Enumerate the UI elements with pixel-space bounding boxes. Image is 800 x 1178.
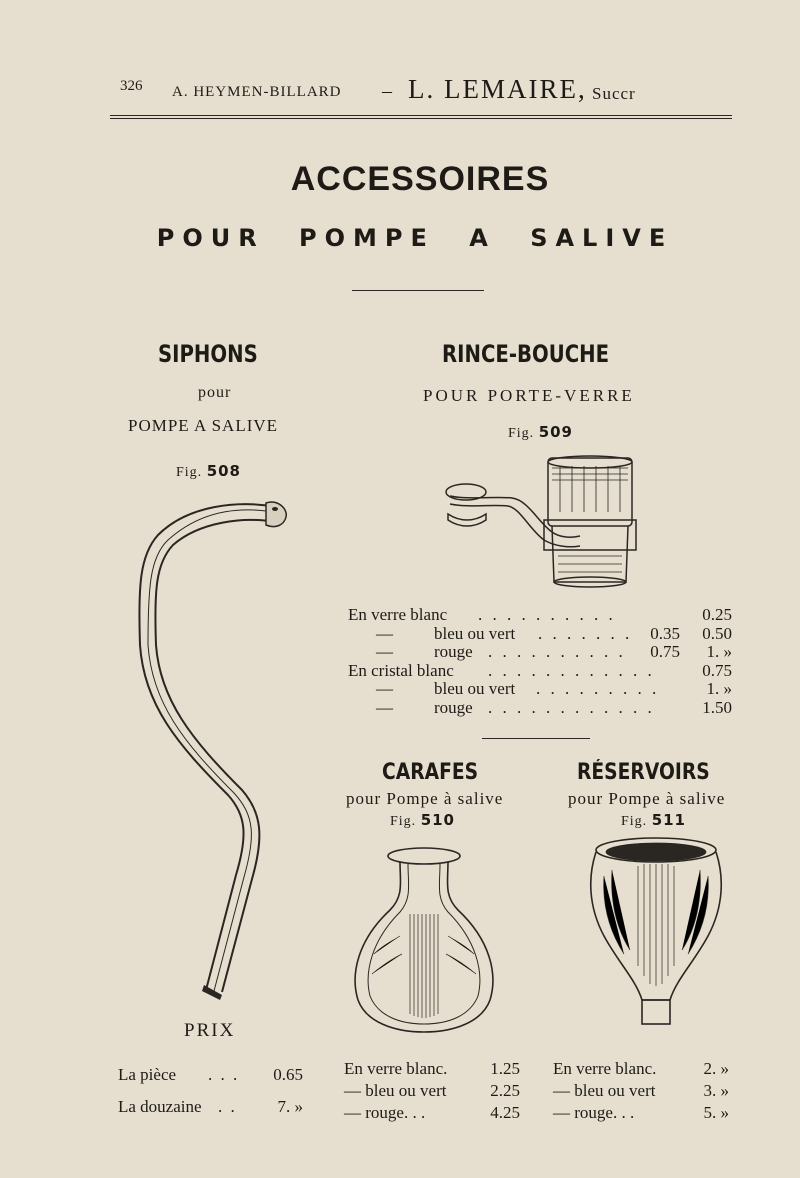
carafes-fig-caption: [390, 811, 455, 830]
title-divider: [352, 290, 484, 291]
price-dots: . . . . . . .: [538, 623, 633, 643]
price-dots: . . . . . . . . .: [536, 679, 660, 698]
carafes-subtitle: pour Pompe à salive: [346, 789, 504, 808]
rince-subtitle: POUR PORTE-VERRE: [423, 386, 635, 405]
page-subtitle: POUR POMPE A SALIVE: [156, 224, 674, 252]
header-publisher: A. HEYMEN-BILLARD: [172, 84, 342, 100]
price-value-b: 0.50: [702, 623, 732, 643]
fig-number: 508: [206, 462, 241, 480]
price-value: 7. »: [277, 1097, 303, 1116]
price-row: [344, 1058, 520, 1080]
fig-label: Fig.: [390, 814, 417, 829]
rince-price-list: [348, 606, 732, 717]
price-value: 1.25: [490, 1059, 520, 1078]
price-row: [348, 606, 732, 625]
price-dots: . .: [218, 1097, 237, 1116]
price-row: [348, 699, 732, 718]
header-successor: L. LEMAIRE,: [408, 74, 587, 104]
fig-label: Fig.: [508, 426, 535, 441]
reservoir-illustration: [584, 836, 730, 1032]
siphon-illustration: [128, 495, 298, 1005]
price-value: 4.25: [490, 1103, 520, 1122]
price-dots: . . . . . . . . . . . .: [488, 697, 655, 717]
price-value: 0.25: [702, 605, 732, 624]
siphons-fig-caption: [176, 462, 241, 481]
ditto-dash: —: [376, 697, 393, 717]
price-label: En verre blanc: [348, 605, 448, 624]
price-value: 5. »: [703, 1103, 729, 1122]
price-row: [348, 680, 732, 699]
price-label: — rouge. . .: [344, 1103, 426, 1122]
reservoirs-heading: RÉSERVOIRS: [577, 760, 710, 785]
price-row: [344, 1102, 520, 1124]
price-label: La pièce: [118, 1065, 177, 1084]
price-dots: . . . . . . . . . .: [478, 605, 616, 624]
price-value-a: 0.75: [650, 642, 680, 661]
price-row: [348, 662, 732, 681]
rince-fig-caption: [508, 423, 573, 442]
price-value: 2.25: [490, 1081, 520, 1100]
price-value: 0.75: [702, 660, 732, 680]
price-label: En cristal blanc: [348, 660, 454, 680]
siphons-price-list: [118, 1064, 303, 1118]
price-row: [118, 1096, 303, 1118]
price-row: [553, 1102, 729, 1124]
header-suffix: Succr: [592, 84, 636, 103]
price-label: bleu ou vert: [434, 679, 516, 698]
fig-number: 510: [420, 811, 455, 829]
siphons-line2: POMPE A SALIVE: [128, 416, 279, 435]
price-value: 0.65: [273, 1065, 303, 1084]
ditto-dash: —: [376, 679, 393, 698]
price-label: — bleu ou vert: [553, 1081, 656, 1100]
price-dots: . . .: [208, 1065, 240, 1084]
price-row: [553, 1080, 729, 1102]
price-label: En verre blanc.: [344, 1059, 448, 1078]
price-value-a: 0.35: [650, 623, 680, 643]
prix-label: PRIX: [184, 1020, 236, 1041]
reservoirs-price-list: [553, 1058, 729, 1124]
price-label: rouge: [434, 642, 473, 661]
fig-number: 509: [538, 423, 573, 441]
price-dots: . . . . . . . . . .: [488, 642, 626, 661]
price-value-b: 1. »: [706, 642, 732, 661]
price-label: La douzaine: [118, 1097, 202, 1116]
price-label: En verre blanc.: [553, 1059, 657, 1078]
reservoirs-fig-caption: [621, 811, 686, 830]
price-label: — rouge. . .: [553, 1103, 635, 1122]
price-row: [348, 625, 732, 644]
reservoirs-subtitle: pour Pompe à salive: [568, 789, 726, 808]
carafe-illustration: [344, 844, 498, 1036]
price-row: [344, 1080, 520, 1102]
price-value: 3. »: [703, 1081, 729, 1100]
price-row: [118, 1064, 303, 1086]
price-row: [348, 643, 732, 662]
carafes-price-list: [344, 1058, 520, 1124]
siphons-heading: SIPHONS: [158, 340, 258, 368]
carafes-heading: CARAFES: [382, 760, 479, 785]
price-value: 1. »: [706, 679, 732, 698]
header-rule: [110, 115, 732, 119]
rince-bouche-illustration: [440, 452, 640, 592]
price-value: 2. »: [703, 1059, 729, 1078]
price-value: 1.50: [702, 697, 732, 717]
running-header: [120, 74, 740, 108]
header-dash: –: [382, 80, 392, 102]
price-label: rouge: [434, 697, 473, 717]
price-label: — bleu ou vert: [344, 1081, 447, 1100]
fig-label: Fig.: [176, 465, 203, 480]
ditto-dash: —: [376, 642, 393, 661]
rince-heading: RINCE-BOUCHE: [442, 340, 610, 368]
page-number: 326: [120, 78, 143, 94]
ditto-dash: —: [376, 623, 393, 643]
fig-label: Fig.: [621, 814, 648, 829]
section-divider: [482, 738, 590, 739]
siphons-line1: pour: [198, 384, 232, 401]
page-title: ACCESSOIRES: [290, 160, 550, 198]
price-row: [553, 1058, 729, 1080]
fig-number: 511: [651, 811, 686, 829]
price-dots: . . . . . . . . . . . .: [488, 660, 655, 680]
price-label: bleu ou vert: [434, 623, 516, 643]
